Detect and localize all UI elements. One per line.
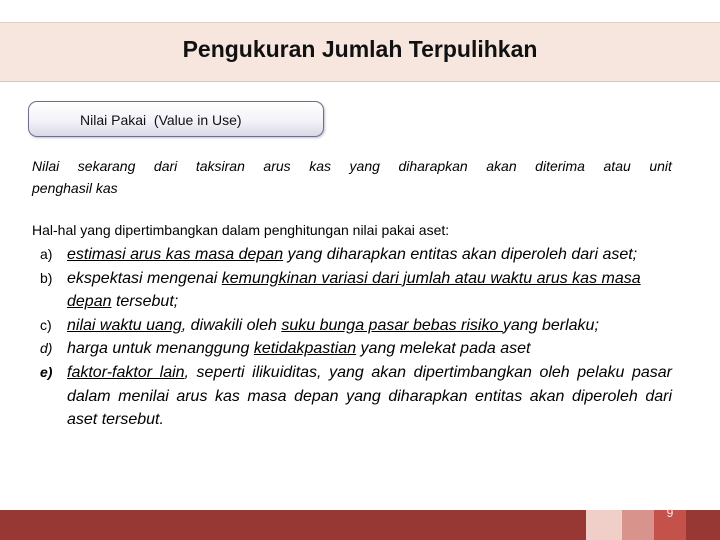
list-marker: b) [40,269,53,286]
definition-word: diharapkan [398,158,468,174]
list-item-d-text-end: yang melekat pada aset [356,340,531,358]
list-item-e-text: , seperti ilikuiditas, yang akan dipertimbangkan oleh pelaku pasar dalam menilai arus kas masa depan yang diharapkan entitas akan diperoleh dari aset tersebut. [67,363,673,429]
list-item-b-text-end: tersebut; [111,293,179,311]
list-item-d-key-term: ketidakpastian [253,340,357,358]
list-item-c-text-end: yang berlaku; [502,316,599,334]
list-item-b [40,267,672,314]
definition-text [32,155,672,199]
definition-word: taksiran [195,158,245,174]
value-in-use-label: Nilai Pakai (Value in Use) [80,112,242,128]
list-marker: d) [40,340,53,357]
footer-block [686,510,720,540]
definition-word: atau [603,158,631,174]
definition-word: sekarang [77,158,136,174]
list-marker: a) [40,246,53,262]
definition-word: arus [263,158,291,174]
definition-line-1 [32,155,672,177]
list-item-c-text: , diwakili oleh [181,316,282,334]
footer-block [622,510,654,540]
list-item-e-key-term: faktor-faktor lain [67,363,185,381]
top-strip [0,0,720,22]
list-item-a [40,243,672,267]
definition-word: diterima [535,158,585,174]
list-item-b-text: ekspektasi mengenai [67,269,222,287]
list-marker: c) [40,316,52,333]
list-item-c-key-term-2: suku bunga pasar bebas risiko [281,316,503,334]
footer-block [586,510,622,540]
definition-word: yang [349,158,380,174]
definition-word: unit [649,158,672,174]
page-number: 9 [666,506,674,520]
list-item-b-key-term: kemungkinan variasi dari jumlah atau waktu arus kas masa depan [67,269,641,311]
list-item-c [40,314,672,338]
definition-word: Nilai [32,158,60,174]
considerations-list [40,243,672,432]
slide-title: Pengukuran Jumlah Terpulihkan [182,36,538,62]
definition-word: dari [153,158,178,174]
definition-word: kas [309,158,331,174]
list-item-e [40,361,672,432]
definition-line-2: penghasil kas [32,180,118,196]
list-item-a-key-term: estimasi arus kas masa depan [67,246,284,263]
list-item-a-text: yang diharapkan entitas akan diperoleh dari aset; [283,246,638,263]
list-item-c-key-term: nilai waktu uang [67,316,182,334]
list-item-d-text: harga untuk menanggung [67,340,254,358]
list-marker: e) [40,363,53,380]
considerations-lead: Hal-hal yang dipertimbangkan dalam penghitungan nilai pakai aset: [32,222,450,238]
definition-word: akan [486,158,517,174]
list-item-d [40,337,672,361]
